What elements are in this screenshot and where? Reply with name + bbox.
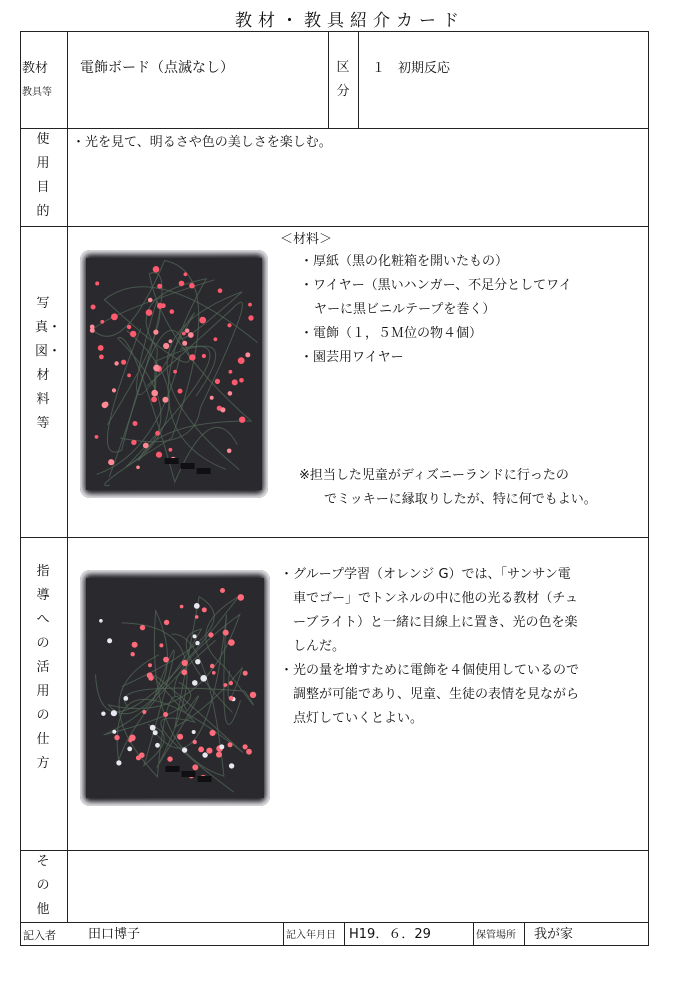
light-bulb bbox=[121, 360, 126, 365]
light-bulb bbox=[195, 615, 199, 619]
light-bulb bbox=[193, 634, 197, 638]
page-title: 教材・教具紹介カード bbox=[235, 11, 465, 31]
light-bulb bbox=[178, 389, 183, 394]
light-bulb bbox=[131, 440, 136, 445]
light-bulb bbox=[216, 752, 222, 758]
light-bulb bbox=[155, 431, 160, 436]
light-bulb bbox=[91, 305, 96, 310]
light-bulb bbox=[192, 730, 196, 734]
materials-item-2: ・ワイヤー（黒いハンガー、不足分としてワイ bbox=[300, 278, 572, 293]
light-bulb bbox=[202, 752, 207, 757]
header-label-top: 教材 bbox=[22, 61, 49, 76]
materials-note-line-1: ※担当した児童がディズニーランドに行ったの bbox=[299, 468, 569, 483]
light-bulb bbox=[153, 330, 158, 335]
footer-divider-3 bbox=[473, 922, 474, 945]
light-bulb bbox=[167, 756, 172, 761]
date-label: 記入年月日 bbox=[286, 930, 336, 941]
light-bulb bbox=[162, 397, 168, 403]
materials-list bbox=[300, 250, 648, 370]
materials-item-3: ヤーに黒ビニルテープを巻く） bbox=[314, 302, 496, 317]
light-bulb bbox=[185, 329, 189, 333]
light-bulb bbox=[248, 303, 252, 307]
light-bulb bbox=[157, 303, 163, 309]
light-bulb bbox=[153, 365, 160, 372]
light-bulb bbox=[159, 643, 163, 647]
row-divider-materials bbox=[20, 226, 649, 227]
light-bulb bbox=[98, 345, 104, 351]
author-value: 田口博子 bbox=[88, 927, 141, 942]
light-bulb bbox=[212, 671, 216, 675]
light-bulb bbox=[170, 309, 175, 314]
light-bulb bbox=[131, 652, 135, 656]
materials-item-1: ・厚紙（黒の化粧箱を開いたもの） bbox=[300, 254, 509, 269]
light-bulb bbox=[199, 317, 206, 324]
light-bulb bbox=[218, 288, 223, 293]
light-bulb bbox=[123, 696, 128, 701]
light-bulb bbox=[182, 332, 186, 336]
header-divider-1 bbox=[328, 31, 329, 128]
storage-label: 保管場所 bbox=[476, 930, 516, 941]
light-bulb bbox=[238, 357, 245, 364]
light-bulb bbox=[151, 390, 158, 397]
light-bulb bbox=[229, 763, 234, 768]
light-bulb bbox=[198, 747, 204, 753]
light-bulb bbox=[99, 619, 103, 623]
light-bulb bbox=[132, 642, 138, 648]
item-name: 電飾ボード（点滅なし） bbox=[80, 60, 234, 76]
light-bulb bbox=[189, 283, 195, 289]
light-bulb bbox=[101, 712, 105, 716]
light-bulb bbox=[194, 603, 200, 609]
light-bulb bbox=[163, 712, 168, 717]
light-bulb bbox=[156, 452, 162, 458]
light-bulb bbox=[220, 407, 225, 412]
light-bulb bbox=[228, 639, 235, 646]
light-bulb bbox=[223, 630, 229, 636]
footer-divider-4 bbox=[524, 922, 525, 945]
light-bulb bbox=[245, 352, 250, 357]
light-bulb bbox=[238, 594, 245, 601]
light-bulb bbox=[130, 331, 136, 337]
plug-block bbox=[182, 771, 196, 777]
light-bulb bbox=[173, 370, 177, 374]
table-border-right bbox=[648, 31, 649, 946]
light-bulb bbox=[143, 443, 149, 449]
light-bulb bbox=[127, 747, 132, 752]
light-bulb bbox=[139, 752, 145, 758]
usage-line-2: 車でゴー」でトンネルの中に他の光る教材（チュ bbox=[293, 591, 578, 606]
light-bulb bbox=[95, 282, 99, 286]
materials-item-4: ・電飾（１，５Ｍ位の物４個） bbox=[300, 326, 483, 341]
light-bulb bbox=[195, 641, 199, 645]
light-bulb bbox=[100, 320, 104, 324]
storage-value: 我が家 bbox=[534, 927, 574, 942]
header-divider-2 bbox=[358, 31, 359, 128]
light-bulb bbox=[107, 638, 112, 643]
light-bulb bbox=[103, 402, 108, 407]
light-bulb bbox=[192, 764, 198, 770]
usage-line-6: 調整が可能であり、児童、生徒の表情を見ながら bbox=[293, 687, 580, 702]
category-value: １ 初期反応 bbox=[372, 61, 451, 76]
light-bulb bbox=[147, 672, 153, 678]
light-bulb bbox=[192, 680, 198, 686]
other-label: その他 bbox=[36, 854, 50, 917]
light-bulb bbox=[215, 379, 220, 384]
table-border-left bbox=[20, 31, 21, 946]
light-bulb bbox=[155, 743, 160, 748]
light-bulb bbox=[146, 309, 153, 316]
light-bulb bbox=[219, 744, 224, 749]
footer-divider-1 bbox=[283, 922, 284, 945]
usage-line-1: ・グループ学習（オレンジ G）では、「サンサン電 bbox=[280, 567, 571, 582]
light-bulb bbox=[248, 315, 253, 320]
light-bulb bbox=[182, 747, 187, 752]
category-label: 区分 bbox=[336, 60, 350, 99]
light-bulb bbox=[184, 272, 188, 276]
light-bulb bbox=[243, 671, 248, 676]
materials-note-line-2: でミッキーに縁取りしたが、特に何でもよい。 bbox=[324, 492, 597, 507]
table-border-bottom bbox=[20, 945, 649, 946]
light-bulb bbox=[188, 332, 194, 338]
header-label-bottom: 教具等 bbox=[22, 87, 52, 98]
light-bulb bbox=[206, 748, 212, 754]
plug-block bbox=[181, 463, 195, 469]
usage-line-7: 点灯していくとよい。 bbox=[293, 711, 424, 726]
light-bulb bbox=[182, 660, 188, 666]
light-bulb bbox=[114, 361, 118, 365]
light-bulb bbox=[239, 378, 244, 383]
light-bulb bbox=[114, 735, 119, 740]
date-value: H19．６．29 bbox=[349, 927, 431, 942]
light-bulb bbox=[193, 740, 197, 744]
light-bulb bbox=[228, 742, 233, 747]
author-label: 記入者 bbox=[23, 929, 56, 942]
light-bulb bbox=[150, 725, 156, 731]
light-bulb bbox=[153, 730, 158, 735]
light-bulb bbox=[136, 466, 140, 470]
light-bulb bbox=[180, 605, 184, 609]
purpose-label: 使用目的 bbox=[36, 132, 50, 219]
usage-line-4: しんだ。 bbox=[293, 639, 346, 654]
light-bulb bbox=[111, 710, 117, 716]
light-bulb bbox=[111, 313, 118, 320]
light-bulb bbox=[112, 730, 116, 734]
label-column-divider bbox=[67, 31, 68, 922]
plug-block bbox=[197, 468, 211, 474]
light-bulb bbox=[229, 681, 233, 685]
usage-list bbox=[280, 563, 648, 731]
photo-light-board-1-image bbox=[80, 250, 268, 498]
light-bulb bbox=[195, 659, 200, 664]
light-bulb bbox=[229, 370, 233, 374]
footer-divider-2 bbox=[344, 922, 345, 945]
light-bulb bbox=[112, 388, 116, 392]
light-bulb bbox=[246, 749, 252, 755]
light-bulb bbox=[210, 396, 214, 400]
light-bulb bbox=[181, 669, 187, 675]
photo-light-board-1 bbox=[80, 250, 268, 498]
row-divider-purpose bbox=[20, 128, 649, 129]
usage-line-3: ーブライト）と一緒に目線上に置き、光の色を楽 bbox=[293, 615, 578, 630]
light-bulb bbox=[202, 354, 206, 358]
row-divider-usage bbox=[20, 537, 649, 538]
light-bulb bbox=[148, 298, 153, 303]
purpose-text: ・光を見て、明るさや色の美しさを楽しむ。 bbox=[72, 135, 332, 150]
light-bulb bbox=[223, 683, 227, 687]
photo-light-board-2-image bbox=[80, 570, 270, 806]
materials-item-5: ・園芸用ワイヤー bbox=[300, 350, 404, 365]
light-bulb bbox=[220, 588, 225, 593]
light-bulb bbox=[90, 325, 95, 330]
light-bulb bbox=[127, 325, 131, 329]
usage-line-5: ・光の量を増すために電飾を４個使用しているので bbox=[280, 663, 580, 678]
light-bulb bbox=[227, 449, 232, 454]
light-bulb bbox=[229, 696, 234, 701]
usage-label: 指導への活用の仕方 bbox=[36, 564, 50, 771]
light-bulb bbox=[239, 417, 245, 423]
light-bulb bbox=[210, 664, 215, 669]
light-bulb bbox=[182, 341, 187, 346]
row-divider-other bbox=[20, 850, 649, 851]
light-bulb bbox=[108, 459, 114, 465]
light-bulb bbox=[99, 355, 104, 360]
light-bulb bbox=[127, 374, 131, 378]
plug-block bbox=[166, 766, 180, 772]
photo-light-board-2 bbox=[80, 570, 270, 806]
light-bulb bbox=[95, 435, 99, 439]
light-bulb bbox=[164, 620, 169, 625]
materials-heading: ＜材料＞ bbox=[280, 232, 333, 247]
light-bulb bbox=[128, 738, 132, 742]
plug-block bbox=[165, 458, 179, 464]
materials-label: 写真・図・材料等 bbox=[35, 296, 62, 431]
light-bulb bbox=[179, 281, 185, 287]
light-bulb bbox=[133, 421, 138, 426]
light-bulb bbox=[202, 607, 207, 612]
table-border-top bbox=[20, 31, 649, 32]
plug-block bbox=[198, 776, 212, 782]
light-bulb bbox=[214, 337, 218, 341]
light-bulb bbox=[210, 730, 216, 736]
light-bulb bbox=[148, 663, 152, 667]
light-bulb bbox=[140, 625, 145, 630]
light-bulb bbox=[157, 284, 162, 289]
light-bulb bbox=[200, 675, 207, 682]
light-bulb bbox=[208, 632, 213, 637]
light-bulb bbox=[151, 397, 157, 403]
light-bulb bbox=[250, 692, 256, 698]
light-bulb bbox=[177, 734, 183, 740]
light-bulb bbox=[142, 710, 146, 714]
light-bulb bbox=[163, 657, 169, 663]
light-bulb bbox=[169, 339, 173, 343]
light-bulb bbox=[163, 343, 169, 349]
light-bulb bbox=[243, 744, 248, 749]
light-bulb bbox=[228, 391, 233, 396]
light-bulb bbox=[189, 354, 195, 360]
light-bulb bbox=[153, 266, 160, 273]
light-bulb bbox=[227, 323, 231, 327]
light-bulb bbox=[116, 760, 121, 765]
light-bulb bbox=[232, 379, 238, 385]
row-divider-footer bbox=[20, 922, 649, 923]
light-bulb bbox=[169, 448, 173, 452]
